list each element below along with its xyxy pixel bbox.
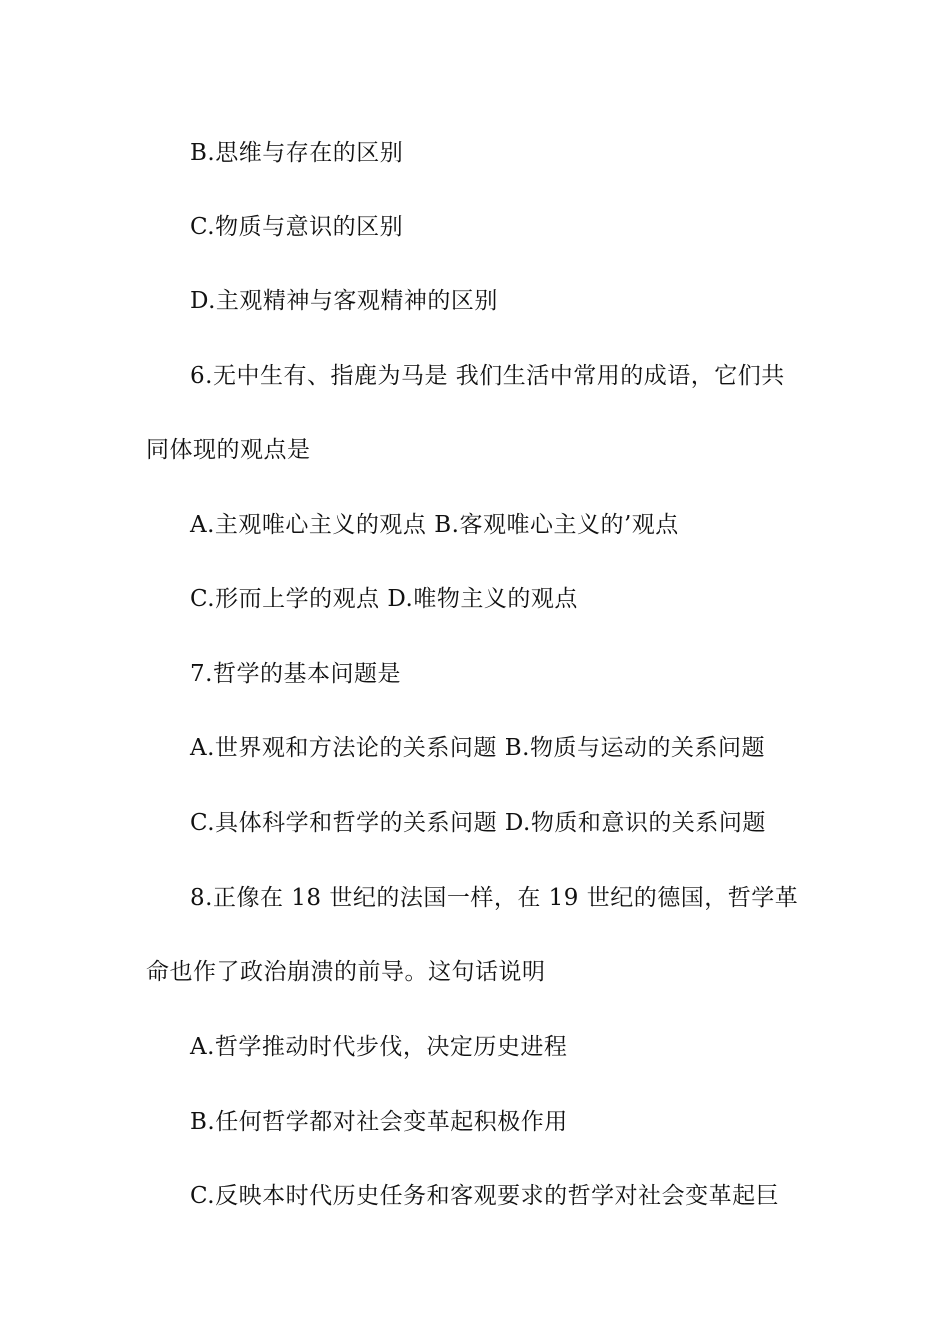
question-7: 7.哲学的基本问题是 xyxy=(190,661,401,687)
question-6-line-2: 同体现的观点是 xyxy=(146,437,311,463)
question-8-line-1: 8.正像在 18 世纪的法国一样，在 19 世纪的德国，哲学革 xyxy=(190,885,799,911)
options-cd-q6: C.形而上学的观点 D.唯物主义的观点 xyxy=(190,586,578,612)
option-b-q5: B.思维与存在的区别 xyxy=(190,140,404,166)
option-c-q8: C.反映本时代历史任务和客观要求的哲学对社会变革起巨 xyxy=(190,1183,780,1209)
question-6-line-1: 6.无中生有、指鹿为马是 我们生活中常用的成语，它们共 xyxy=(190,363,785,389)
options-cd-q7: C.具体科学和哲学的关系问题 D.物质和意识的关系问题 xyxy=(190,810,766,836)
options-ab-q6: A.主观唯心主义的观点 B.客观唯心主义的’观点 xyxy=(190,512,679,538)
options-ab-q7: A.世界观和方法论的关系问题 B.物质与运动的关系问题 xyxy=(190,735,765,761)
question-8-line-2: 命也作了政治崩溃的前导。这句话说明 xyxy=(146,959,546,985)
option-d-q5: D.主观精神与客观精神的区别 xyxy=(190,288,498,314)
option-a-q8: A.哲学推动时代步伐，决定历史进程 xyxy=(190,1034,568,1060)
option-c-q5: C.物质与意识的区别 xyxy=(190,214,404,240)
option-b-q8: B.任何哲学都对社会变革起积极作用 xyxy=(190,1109,568,1135)
